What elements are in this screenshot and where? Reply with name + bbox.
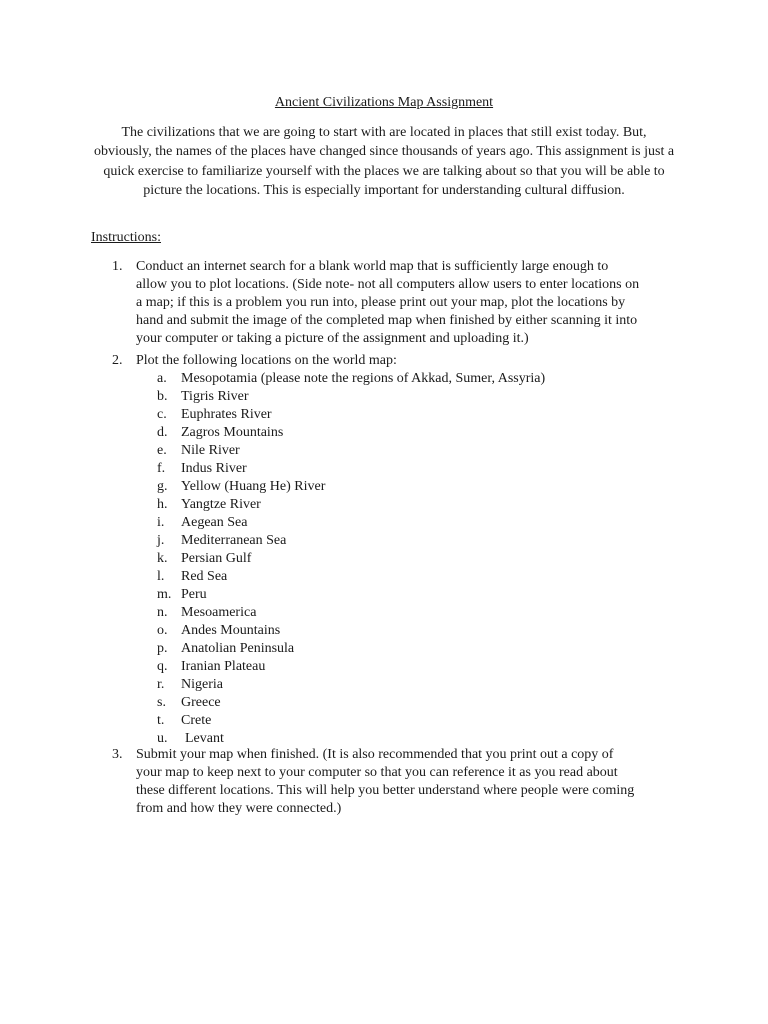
list-item-letter: o.	[157, 623, 168, 638]
step-text	[136, 746, 656, 818]
list-item-label: Nile River	[181, 443, 240, 458]
list-item-label: Anatolian Peninsula	[181, 641, 295, 656]
list-item-letter: c.	[157, 407, 167, 422]
list-item-label: Crete	[181, 713, 212, 728]
list-item-label: Yangtze River	[181, 497, 261, 512]
list-item-label: Aegean Sea	[181, 515, 248, 530]
list-item-label: Zagros Mountains	[181, 425, 284, 440]
list-item-letter: d.	[157, 425, 168, 440]
instructions-heading: Instructions:	[91, 230, 161, 245]
step-number: 2.	[112, 353, 123, 368]
list-item-label: Andes Mountains	[181, 623, 281, 638]
list-item-letter: h.	[157, 497, 168, 512]
list-item-letter: b.	[157, 389, 168, 404]
list-item-label: Red Sea	[181, 569, 228, 584]
list-item-label: Nigeria	[181, 677, 223, 692]
step-line: Conduct an internet search for a blank world map that is sufficiently large enough to	[136, 259, 609, 274]
step-line: allow you to plot locations. (Side note- not all computers allow users to enter locations on	[136, 277, 640, 292]
list-item-label: Tigris River	[181, 389, 249, 404]
list-item-letter: m.	[157, 587, 172, 602]
page-title: Ancient Civilizations Map Assignment	[274, 95, 494, 110]
step-line: from and how they were connected.)	[136, 801, 342, 816]
step-line: your computer or taking a picture of the assignment and uploading it.)	[136, 331, 529, 346]
list-item-letter: e.	[157, 443, 167, 458]
list-item-letter: f.	[157, 461, 166, 476]
intro-paragraph: The civilizations that we are going to start with are located in places that still exist today. But, obviously, the names of the places have changed since thousands of years ago. This assignment is just a quick exercise to familiarize yourself with the places we are talking about so that you will be able to picture the locations. This is especially important for understanding cultural diffusion.	[93, 125, 675, 199]
step-text	[136, 258, 656, 348]
list-item-label: Yellow (Huang He) River	[181, 479, 326, 494]
step-number: 3.	[112, 747, 123, 762]
list-item-letter: i.	[157, 515, 165, 530]
list-item-label: Mediterranean Sea	[181, 533, 287, 548]
list-item-label: Levant	[185, 731, 224, 746]
list-item-letter: n.	[157, 605, 168, 620]
list-item-letter: t.	[157, 713, 165, 728]
step-line: these different locations. This will help you better understand where people were coming	[136, 783, 635, 798]
step-line: a map; if this is a problem you run into, please print out your map, plot the locations by	[136, 295, 626, 310]
list-item-label: Mesoamerica	[181, 605, 257, 620]
list-item-letter: j.	[157, 533, 165, 548]
list-item-letter: s.	[157, 695, 166, 710]
step-line: hand and submit the image of the completed map when finished by either scanning it into	[136, 313, 638, 328]
list-item-label: Iranian Plateau	[181, 659, 266, 674]
list-item-letter: u.	[157, 731, 168, 746]
step-line: Plot the following locations on the world map:	[136, 353, 397, 368]
list-item-label: Persian Gulf	[181, 551, 252, 566]
step-number: 1.	[112, 259, 123, 274]
list-item-letter: g.	[157, 479, 168, 494]
list-item-letter: k.	[157, 551, 168, 566]
step-line: Submit your map when finished. (It is also recommended that you print out a copy of	[136, 747, 614, 762]
list-item-label: Greece	[181, 695, 221, 710]
list-item-label: Indus River	[181, 461, 247, 476]
step-line: your map to keep next to your computer so that you can reference it as you read about	[136, 765, 618, 780]
list-item-label: Euphrates River	[181, 407, 272, 422]
list-item-letter: p.	[157, 641, 168, 656]
list-item-label: Peru	[181, 587, 207, 602]
list-item-label: Mesopotamia (please note the regions of Akkad, Sumer, Assyria)	[181, 371, 546, 386]
step-text	[136, 352, 656, 370]
list-item-letter: a.	[157, 371, 167, 386]
list-item-letter: q.	[157, 659, 168, 674]
list-item-letter: l.	[157, 569, 165, 584]
list-item-letter: r.	[157, 677, 165, 692]
